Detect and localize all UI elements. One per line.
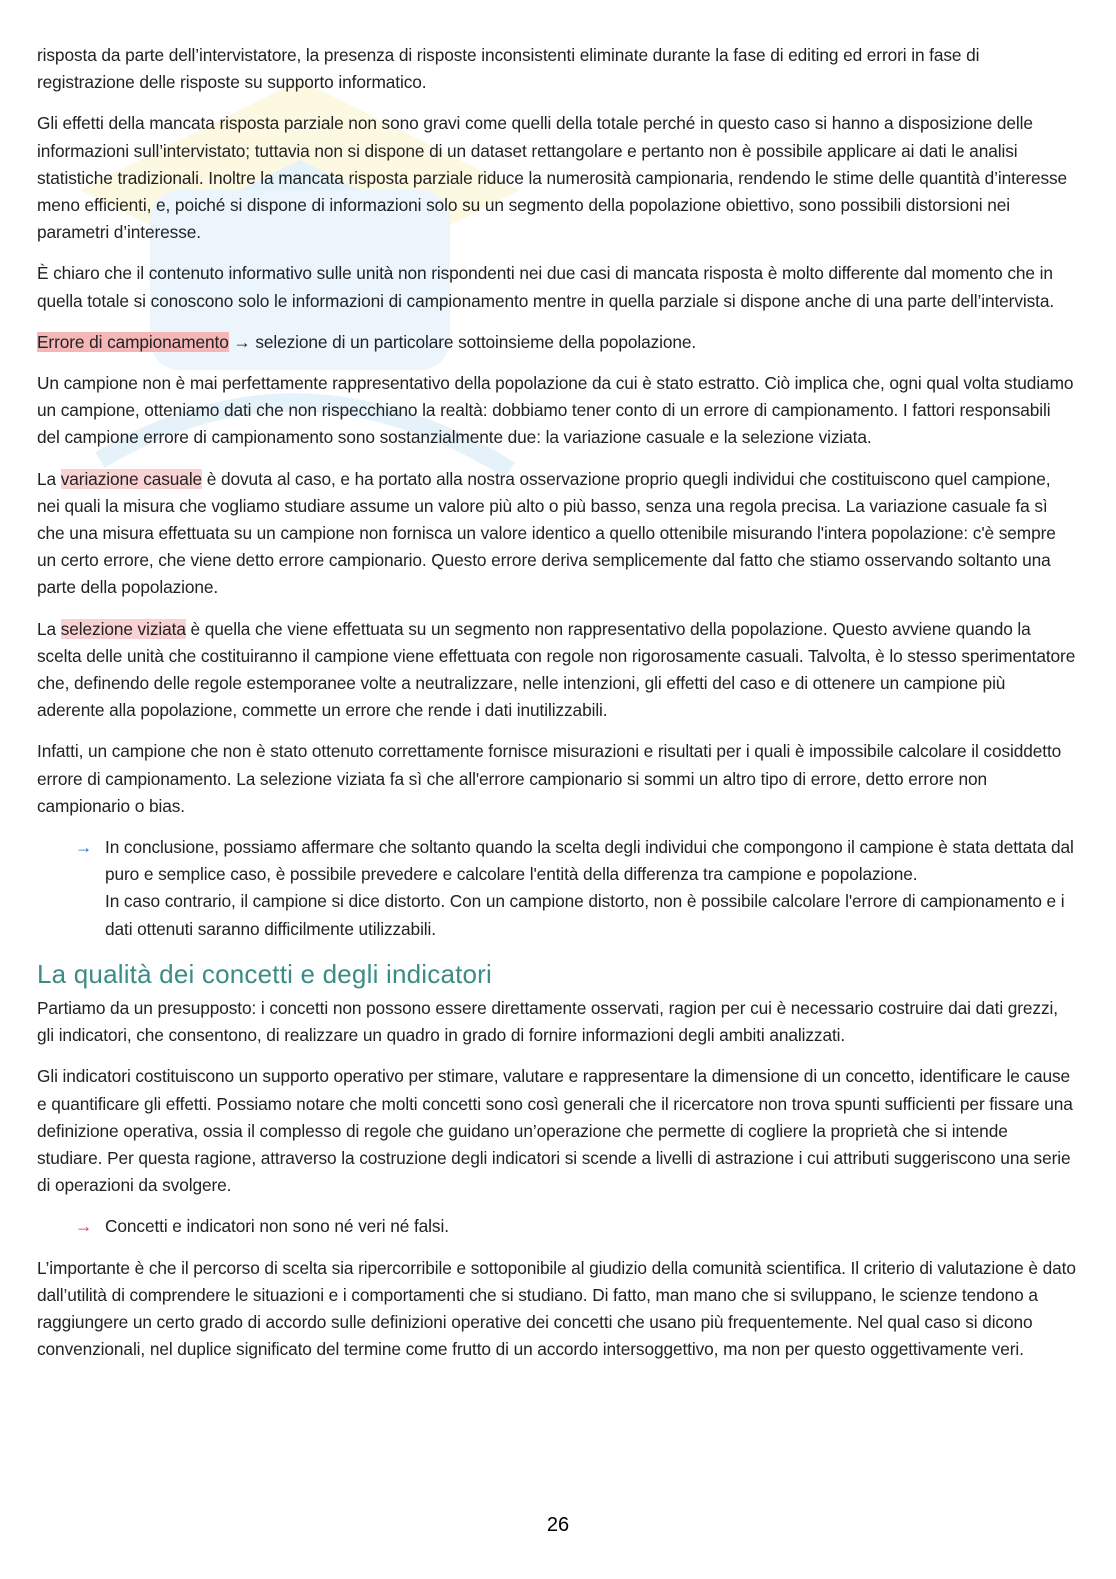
arrow-right-icon: →: [75, 837, 93, 858]
paragraph-informative-content: È chiaro che il contenuto informativo sulle unità non rispondenti nei due casi di mancata risposta è molto differente dal momento che in quella totale si conoscono solo le informazioni di campionamento mentre in quella parziale si dispone anche di una parte dell’intervista.: [37, 263, 1055, 311]
biased-selection-prefix: La: [37, 618, 61, 639]
biased-selection-text: è quella che viene effettuata su un segmento non rappresentativo della popolazione. Questo avviene quando la scelta delle unità che costituiranno il campione viene effettuata con regole non rigorosamente casuali. Talvolta, è lo stesso sperimentatore che, definendo delle regole estemporanee volte a neutralizzare, nelle intenzioni, gli effetti del caso e di ottenere un campione più aderente alla popolazione, commette un errore che rende i dati inutilizzabili.: [37, 618, 1076, 721]
highlight-biased-selection: selezione viziata: [60, 618, 186, 639]
highlight-sampling-error: Errore di campionamento: [37, 331, 229, 352]
paragraph-random-variation: [37, 466, 1077, 602]
page-number: 26: [546, 1514, 570, 1536]
paragraph-sample-representativeness: Un campione non è mai perfettamente rappresentativo della popolazione da cui è stato estratto. Ciò implica che, ogni qual volta studiamo un campione, otteniamo dati che non rispecchiano la realtà: dobbiamo tener conto di un errore di campionamento. I fattori responsabili del campione errore di campionamento sono sostanzialmente due: la variazione casuale e la selezione viziata.: [37, 373, 1074, 448]
paragraph-sampling-error-definition: [37, 329, 1077, 356]
bullet-conclusion-text: [105, 834, 1077, 943]
bullet-concepts-truth-text: Concetti e indicatori non sono né veri né falsi.: [105, 1216, 449, 1237]
highlight-random-variation: variazione casuale: [60, 468, 203, 489]
arrow-right-icon: →: [75, 1216, 93, 1237]
sampling-error-text: → selezione di un particolare sottoinsieme della popolazione.: [228, 331, 697, 352]
bullet-conclusion-line-1: In conclusione, possiamo affermare che soltanto quando la scelta degli individui che compongono il campione è stata dettata dal puro e semplice caso, è possibile prevedere e calcolare l'entità della differenza tra campione e popolazione.: [105, 837, 1074, 885]
bullet-conclusion: [75, 834, 1077, 943]
paragraph-indicators: Gli indicatori costituiscono un supporto operativo per stimare, valutare e rappresentare la dimensione di un concetto, identificare le cause e quantificare gli effetti. Possiamo notare che molti concetti sono così generali che il ricercatore non trova spunti sufficienti per fissare una definizione operativa, ossia il complesso di regole che guidano un’operazione che permette di cogliere la proprietà che si intende studiare. Per questa ragione, attraverso la costruzione degli indicatori si scende a livelli di astrazione i cui attributi suggeriscono una serie di operazioni da svolgere.: [37, 1066, 1073, 1196]
bullet-conclusion-line-2: In caso contrario, il campione si dice distorto. Con un campione distorto, non è possibile calcolare l'errore di campionamento e i dati ottenuti saranno difficilmente utilizzabili.: [105, 891, 1065, 939]
bullet-concepts-truth: [75, 1213, 1077, 1240]
random-variation-text: è dovuta al caso, e ha portato alla nostra osservazione proprio quegli individui che costituiscono quel campione, nei quali la misura che vogliamo studiare assume un valore più alto o più basso, senza una regola precisa. La variazione casuale fa sì che una misura effettuata su un campione non fornisca un valore identico a quello ottenibile misurando l'intera popolazione: c'è sempre un certo errore, che viene detto errore campionario. Questo errore deriva semplicemente dal fatto che stiamo osservando soltanto una parte della popolazione.: [37, 468, 1056, 598]
paragraph-conventional-definitions: L’importante è che il percorso di scelta sia ripercorribile e sottoponibile al giudizio della comunità scientifica. Il criterio di valutazione è dato dall’utilità di comprendere le situazioni e i comportamenti che si studiano. Di fatto, man mano che si sviluppano, le scienze tendono a raggiungere un certo grado di accordo sulle definizioni operative dei concetti che usano più frequentemente. Nel qual caso si dicono convenzionali, nel duplice significato del termine come frutto di un accordo intersoggettivo, ma non per questo oggettivamente veri.: [37, 1257, 1076, 1360]
paragraph-partial-nonresponse: Gli effetti della mancata risposta parziale non sono gravi come quelli della totale perché in questo caso si hanno a disposizione delle informazioni sull’intervistato; tuttavia non si dispone di un dataset rettangolare e pertanto non è possibile applicare ai dati le analisi statistiche tradizionali. Inoltre la mancata risposta parziale riduce la numerosità campionaria, rendendo le stime delle quantità d’interesse meno efficienti, e, poiché si dispone di informazioni solo su un segmento della popolazione obiettivo, sono possibili distorsioni nei parametri d’interesse.: [37, 113, 1068, 243]
paragraph-intro: risposta da parte dell’intervistatore, la presenza di risposte inconsistenti eliminate durante la fase di editing ed errori in fase di registrazione delle risposte su supporto informatico.: [37, 45, 980, 93]
random-variation-prefix: La: [37, 468, 61, 489]
paragraph-bias: Infatti, un campione che non è stato ottenuto correttamente fornisce misurazioni e risultati per i quali è impossibile calcolare il cosiddetto errore di campionamento. La selezione viziata fa sì che all'errore campionario si sommi un altro tipo di errore, detto errore non campionario o bias.: [37, 741, 1062, 816]
section-heading: La qualità dei concetti e degli indicatori: [37, 958, 493, 989]
document-page: [37, 42, 1077, 1377]
paragraph-biased-selection: [37, 616, 1077, 725]
paragraph-concepts-premise: Partiamo da un presupposto: i concetti non possono essere direttamente osservati, ragion per cui è necessario costruire dai dati grezzi, gli indicatori, che consentono, di realizzare un quadro in grado di fornire informazioni degli ambiti analizzati.: [37, 997, 1058, 1046]
